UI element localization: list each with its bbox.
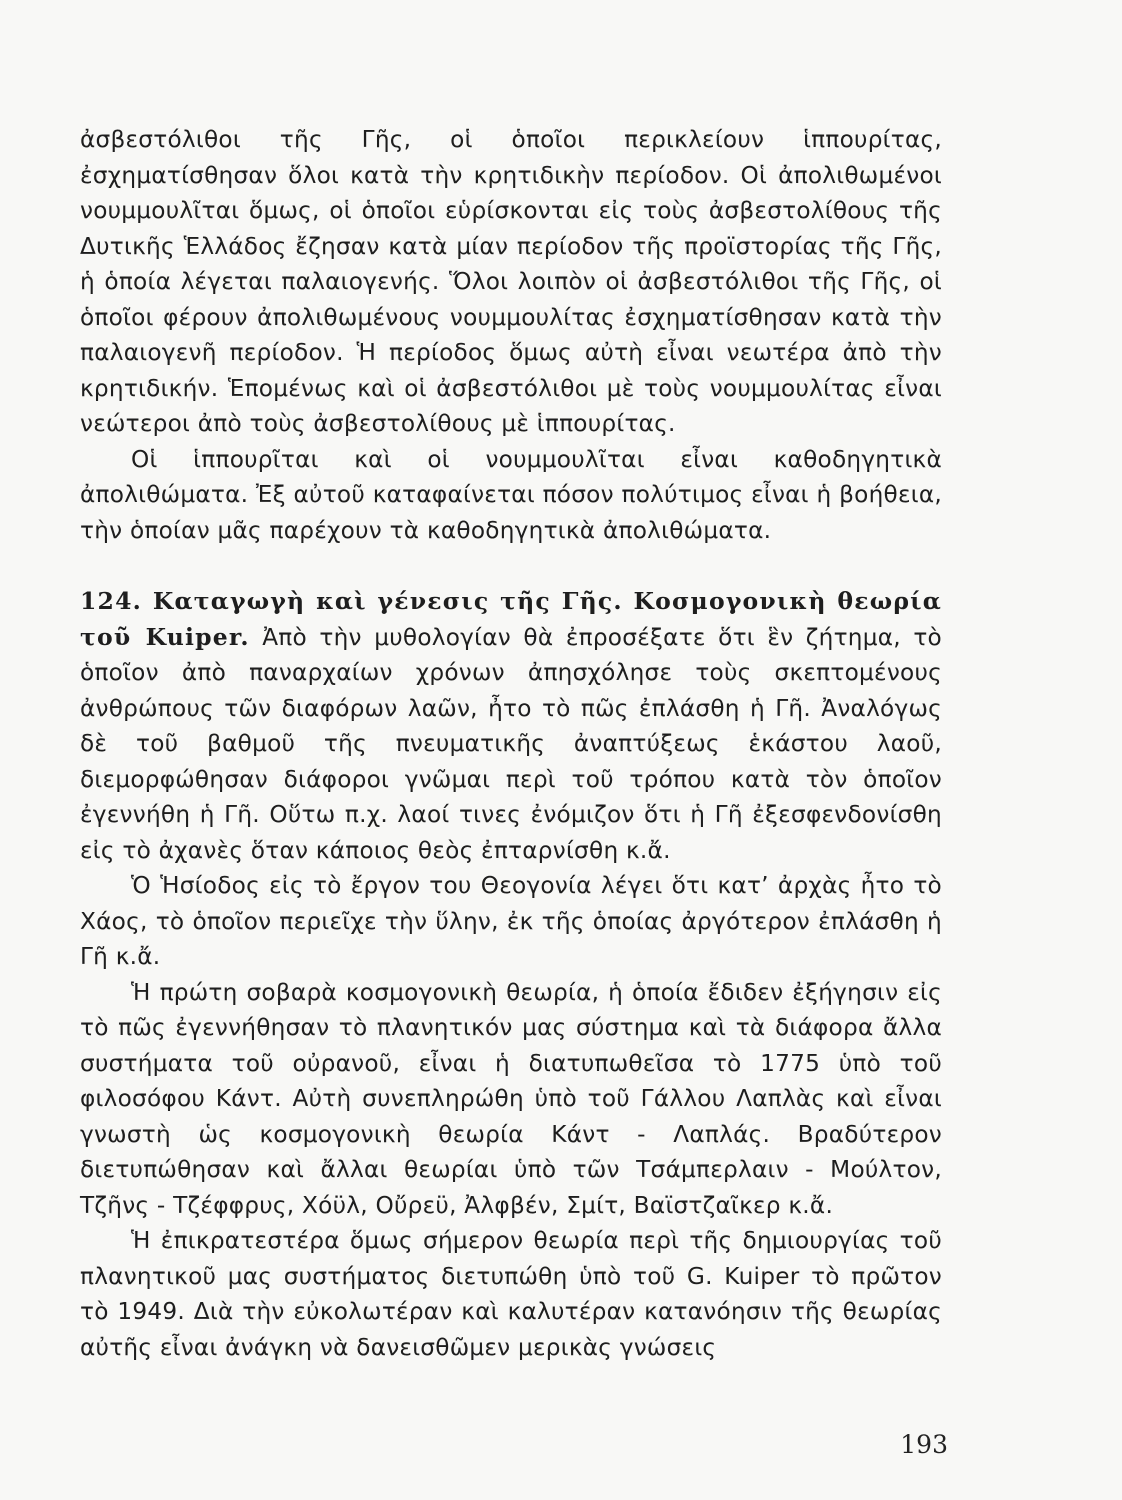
paragraph-guide-fossils xyxy=(80,442,942,549)
section-heading: 124. Καταγωγὴ καὶ γένεσις τῆς Γῆς. Κοσμογονικὴ θεωρία τοῦ Kuiper. xyxy=(80,587,942,651)
section-lead-text: Ἀπὸ τὴν μυθολογίαν θὰ ἐπροσέξατε ὅτι ἓν ζήτημα, τὸ ὁποῖον ἀπὸ παναρχαίων χρόνων ἀπησχόλησε τοὺς σκεπτομένους ἀνθρώπους τῶν διαφόρων λαῶν, ἦτο τὸ πῶς ἐπλάσθη ἡ Γῆ. Ἀναλόγως δὲ τοῦ βαθμοῦ τῆς πνευματικῆς ἀναπτύξεως ἑκάστου λαοῦ, διεμορφώθησαν διάφοροι γνῶμαι περὶ τοῦ τρόπου κατὰ τὸν ὁποῖον ἐγεννήθη ἡ Γῆ. Οὕτω π.χ. λαοί τινες ἐνόμιζον ὅτι ἡ Γῆ ἐξεσφενδονίσθη εἰς τὸ ἀχανὲς ὅταν κάποιος θεὸς ἐπταρνίσθη κ.ἄ. xyxy=(80,623,942,864)
section-124 xyxy=(80,584,942,1365)
paragraph-kant-laplace: Ἡ πρώτη σοβαρὰ κοσμογονικὴ θεωρία, ἡ ὁποία ἔδιδεν ἐξήγησιν εἰς τὸ πῶς ἐγεννήθησαν τὸ πλανητικόν μας σύστημα καὶ τὰ διάφορα ἄλλα συστήματα τοῦ οὐρανοῦ, εἶναι ἡ διατυπωθεῖσα τὸ 1775 ὑπὸ τοῦ φιλοσόφου Κάντ. Αὐτὴ συνεπληρώθη ὑπὸ τοῦ Γάλλου Λαπλὰς καὶ εἶναι γνωστὴ ὡς κοσμογονικὴ θεωρία Κάντ - Λαπλάς. Βραδύτερον διετυπώθησαν καὶ ἄλλαι θεωρίαι ὑπὸ τῶν Τσάμπερλαιν - Μούλτον, Τζῆνς - Τζέφφρυς, Χόϋλ, Οὔρεϋ, Ἀλφβέν, Σμίτ, Βαϊστζαῖκερ κ.ἄ. xyxy=(80,978,942,1219)
paragraph-guide-fossils-text: Οἱ ἱππουρῖται καὶ οἱ νουμμουλῖται εἶναι καθοδηγητικὰ ἀπολιθώματα. Ἐξ αὐτοῦ καταφαίνεται πόσον πολύτιμος εἶναι ἡ βοήθεια, τὴν ὁποίαν μᾶς παρέχουν τὰ καθοδηγητικὰ ἀπολιθώματα. xyxy=(80,445,942,544)
section-first-paragraph xyxy=(80,584,942,868)
page-body xyxy=(80,122,942,1365)
paragraph-continued: ἀσβεστόλιθοι τῆς Γῆς, οἱ ὁποῖοι περικλείουν ἱππουρίτας, ἐσχηματίσθησαν ὅλοι κατὰ τὴν κρητιδικὴν περίοδον. Οἱ ἀπολιθωμένοι νουμμουλῖται ὅμως, οἱ ὁποῖοι εὑρίσκονται εἰς τοὺς ἀσβεστολίθους τῆς Δυτικῆς Ἑλλάδος ἔζησαν κατὰ μίαν περίοδον τῆς προϊστορίας τῆς Γῆς, ἡ ὁποία λέγεται παλαιογενής. Ὅλοι λοιπὸν οἱ ἀσβεστόλιθοι τῆς Γῆς, οἱ ὁποῖοι φέρουν ἀπολιθωμένους νουμμουλίτας ἐσχηματίσθησαν κατὰ τὴν παλαιογενῆ περίοδον. Ἡ περίοδος ὅμως αὐτὴ εἶναι νεωτέρα ἀπὸ τὴν κρητιδικήν. Ἑπομένως καὶ οἱ ἀσβεστόλιθοι μὲ τοὺς νουμμουλίτας εἶναι νεώτεροι ἀπὸ τοὺς ἀσβεστολίθους μὲ ἱππουρίτας. xyxy=(80,126,942,437)
paragraph-hesiod: Ὁ Ἡσίοδος εἰς τὸ ἔργον του Θεογονία λέγει ὅτι κατ’ ἀρχὰς ἦτο τὸ Χάος, τὸ ὁποῖον περιεῖχε τὴν ὕλην, ἐκ τῆς ὁποίας ἀργότερον ἐπλάσθη ἡ Γῆ κ.ἄ. xyxy=(80,872,942,970)
paragraph-kuiper: Ἡ ἐπικρατεστέρα ὅμως σήμερον θεωρία περὶ τῆς δημιουργίας τοῦ πλανητικοῦ μας συστήματος διετυπώθη ὑπὸ τοῦ G. Kuiper τὸ πρῶτον τὸ 1949. Διὰ τὴν εὐκολωτέραν καὶ καλυτέραν κατανόησιν τῆς θεωρίας αὐτῆς εἶναι ἀνάγκη νὰ δανεισθῶμεν μερικὰς γνώσεις xyxy=(80,1227,942,1361)
page-number: 193 xyxy=(900,1430,948,1459)
